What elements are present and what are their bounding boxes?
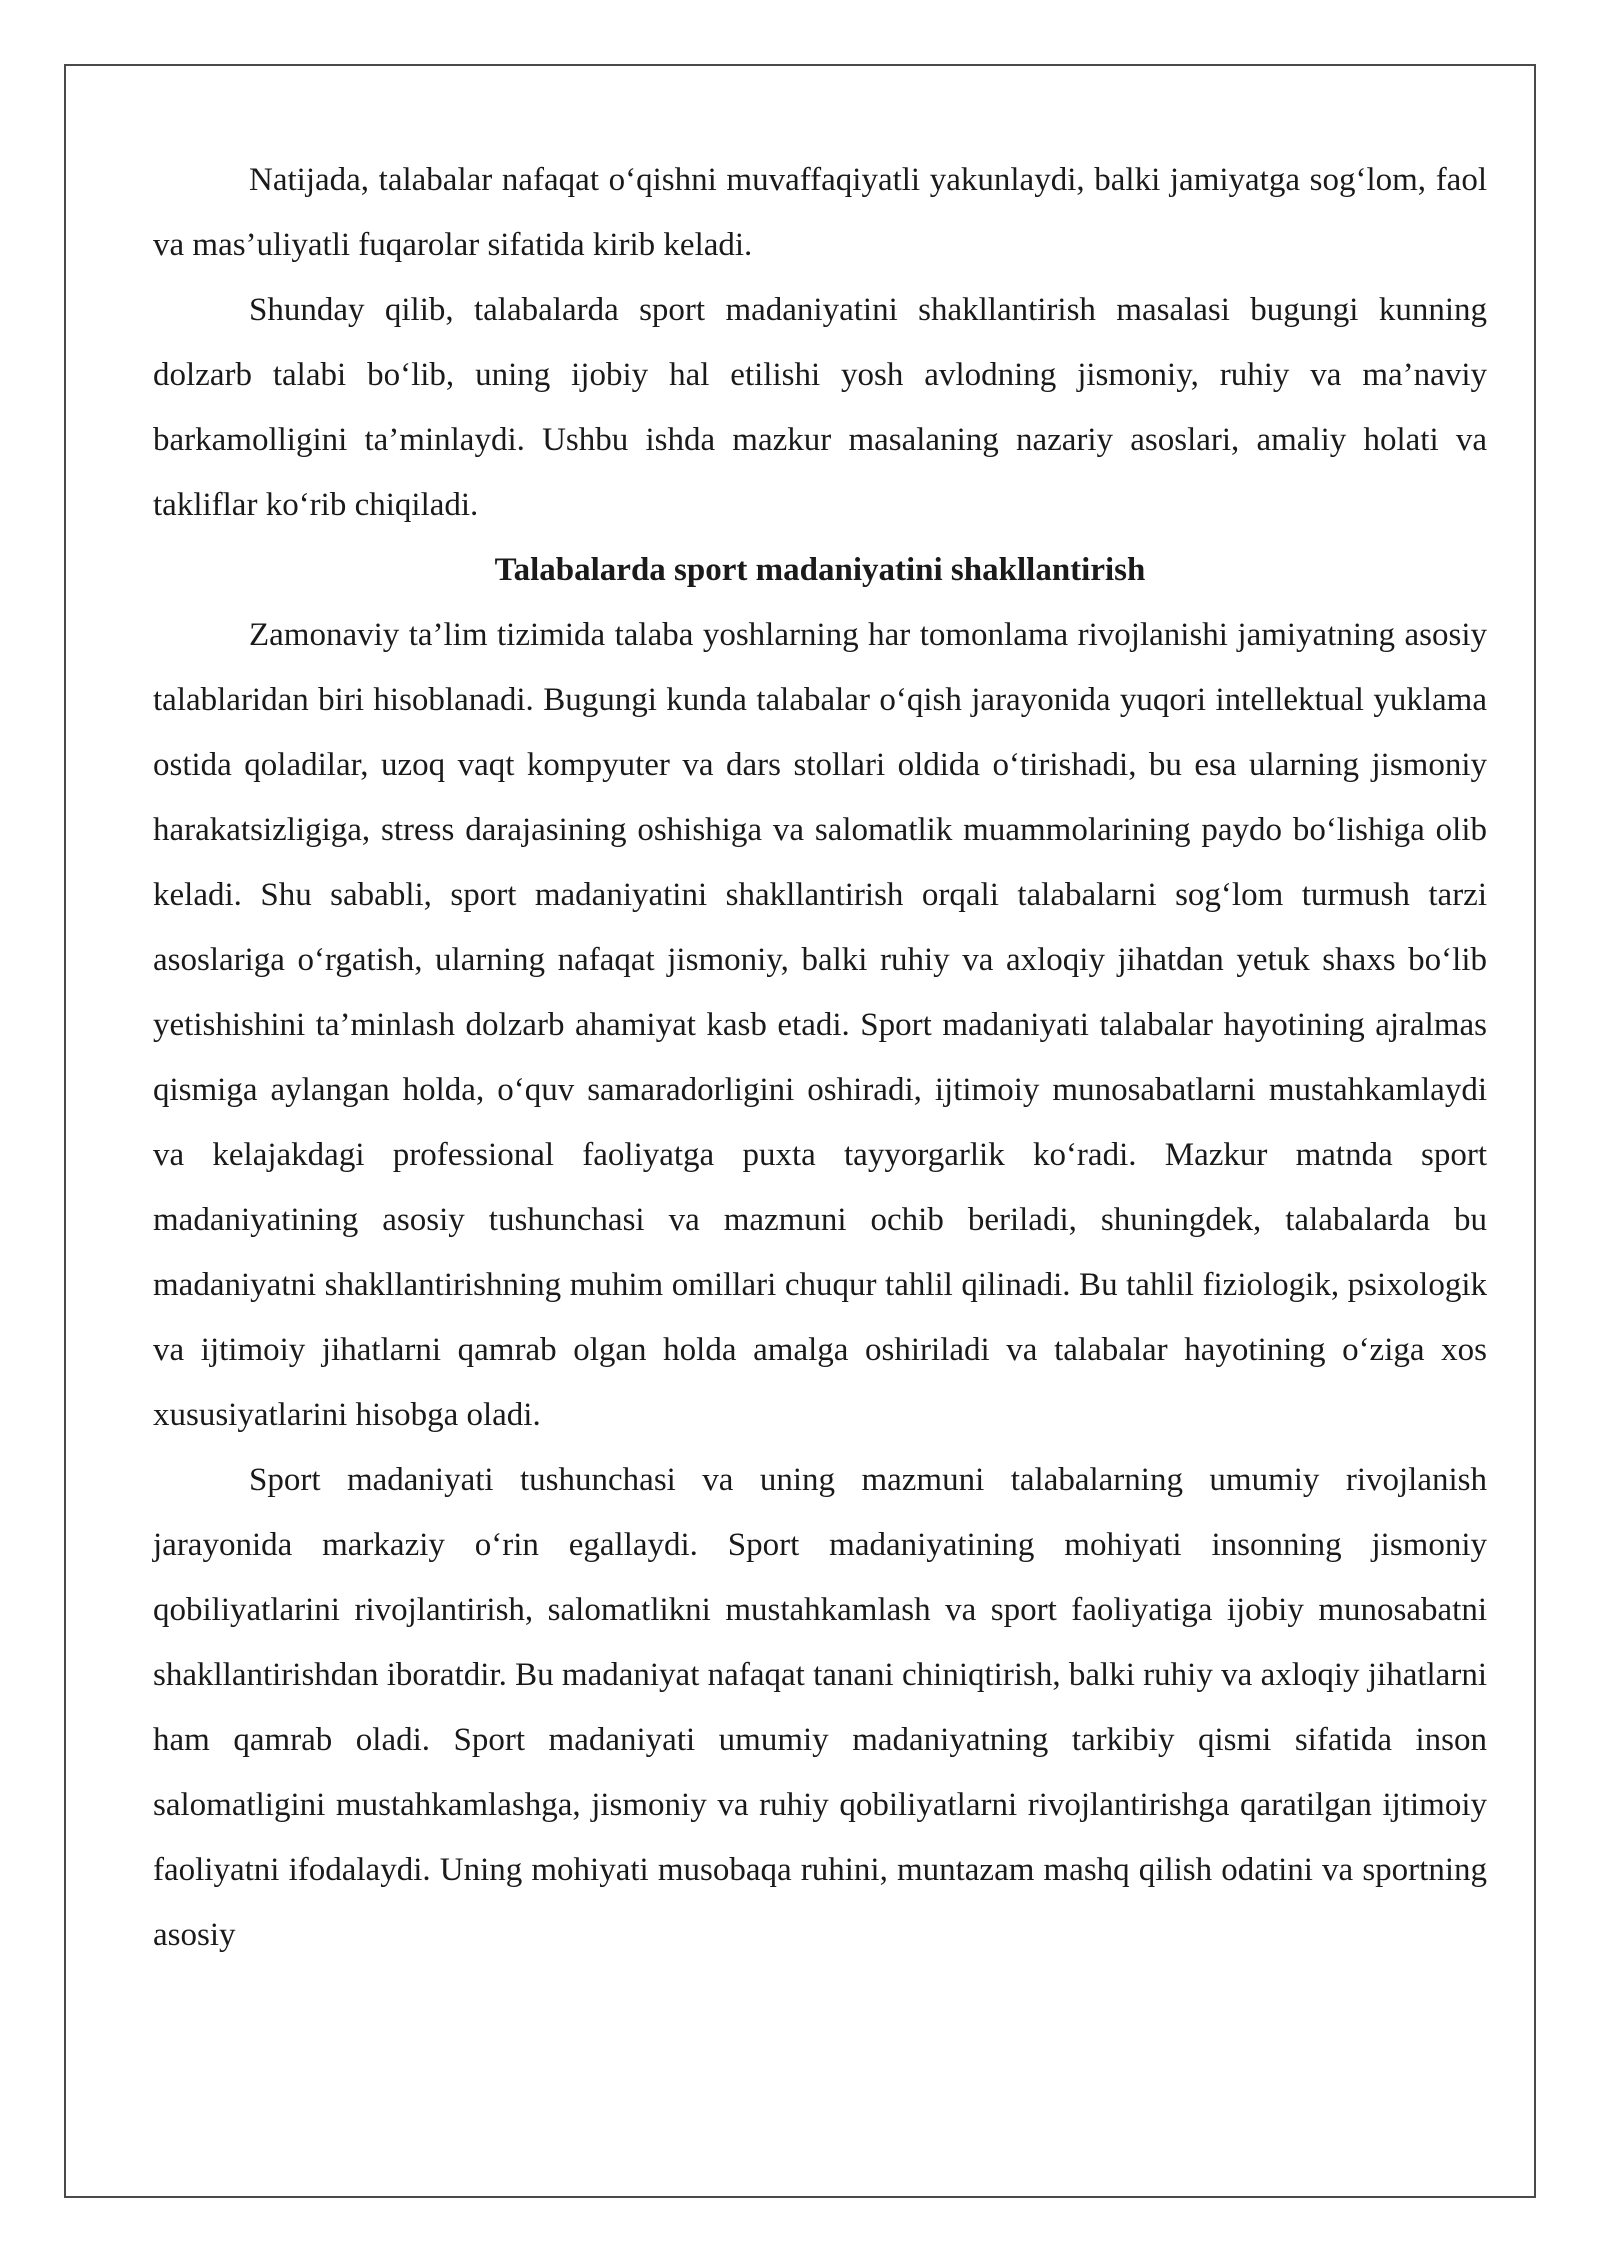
section-heading: Talabalarda sport madaniyatini shakllantirish: [494, 552, 1146, 588]
paragraph-2: Shunday qilib, talabalarda sport madaniyatini shakllantirish masalasi bugungi kunning dolzarb talabi bo‘lib, uning ijobiy hal etilishi yosh avlodning jismoniy, ruhiy va ma’naviy barkamolligini ta’minlaydi. Ushbu ishda mazkur masalaning nazariy asoslari, amaliy holati va takliflar ko‘rib chiqiladi.: [153, 292, 1487, 523]
paragraph-4: Sport madaniyati tushunchasi va uning mazmuni talabalarning umumiy rivojlanish jarayonida markaziy o‘rin egallaydi. Sport madaniyatining mohiyati insonning jismoniy qobiliyatlarini rivojlantirish, salomatlikni mustahkamlash va sport faoliyatiga ijobiy munosabatni shakllantirishdan iboratdir. Bu madaniyat nafaqat tanani chiniqtirish, balki ruhiy va axloqiy jihatlarni ham qamrab oladi. Sport madaniyati umumiy madaniyatning tarkibiy qismi sifatida inson salomatligini mustahkamlashga, jismoniy va ruhiy qobiliyatlarni rivojlantirishga qaratilgan ijtimoiy faoliyatni ifodalaydi. Uning mohiyati musobaqa ruhini, muntazam mashq qilish odatini va sportning asosiy: [153, 1462, 1487, 1953]
paragraph-1: Natijada, talabalar nafaqat o‘qishni muvaffaqiyatli yakunlaydi, balki jamiyatga sog‘lom, faol va mas’uliyatli fuqarolar sifatida kirib keladi.: [153, 162, 1487, 263]
paragraph-3: Zamonaviy ta’lim tizimida talaba yoshlarning har tomonlama rivojlanishi jamiyatning asosiy talablaridan biri hisoblanadi. Bugungi kunda talabalar o‘qish jarayonida yuqori intellektual yuklama ostida qoladilar, uzoq vaqt kompyuter va dars stollari oldida o‘tirishadi, bu esa ularning jismoniy harakatsizligiga, stress darajasining oshishiga va salomatlik muammolarining paydo bo‘lishiga olib keladi. Shu sababli, sport madaniyatini shakllantirish orqali talabalarni sog‘lom turmush tarzi asoslariga o‘rgatish, ularning nafaqat jismoniy, balki ruhiy va axloqiy jihatdan yetuk shaxs bo‘lib yetishishini ta’minlash dolzarb ahamiyat kasb etadi. Sport madaniyati talabalar hayotining ajralmas qismiga aylangan holda, o‘quv samaradorligini oshiradi, ijtimoiy munosabatlarni mustahkamlaydi va kelajakdagi professional faoliyatga puxta tayyorgarlik ko‘radi. Mazkur matnda sport madaniyatining asosiy tushunchasi va mazmuni ochib beriladi, shuningdek, talabalarda bu madaniyatni shakllantirishning muhim omillari chuqur tahlil qilinadi. Bu tahlil fiziologik, psixologik va ijtimoiy jihatlarni qamrab olgan holda amalga oshiriladi va talabalar hayotining o‘ziga xos xususiyatlarini hisobga oladi.: [153, 617, 1487, 1433]
document-body: [153, 148, 1487, 1968]
